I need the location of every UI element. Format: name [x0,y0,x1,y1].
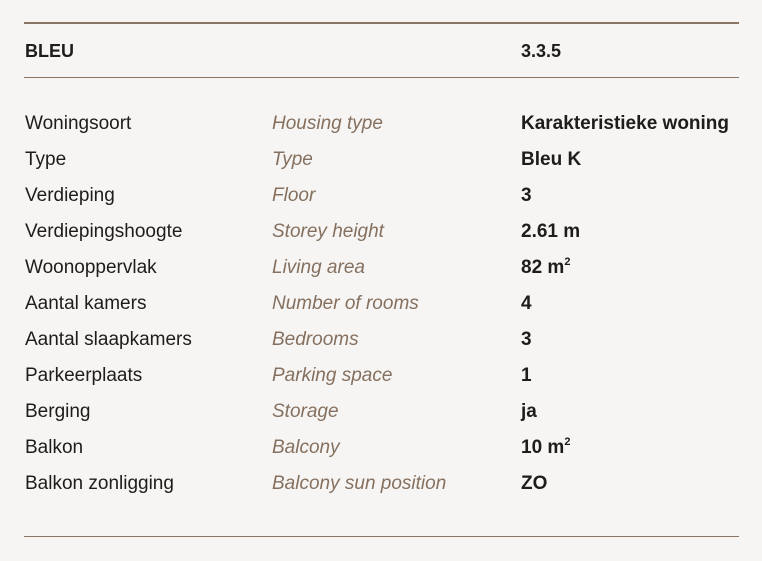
bottom-divider [24,536,739,537]
spec-value: 3 [521,329,532,350]
spec-value-number: 82 m [521,257,565,278]
specifications-table [24,112,739,508]
spec-label-english: Parking space [272,365,393,386]
spec-row-storey-height [24,220,739,256]
spec-row-balcony [24,436,739,472]
spec-row-type [24,148,739,184]
spec-label-english: Balcony sun position [272,473,447,494]
spec-label-dutch: Aantal slaapkamers [25,329,192,350]
spec-value: Karakteristieke woning [521,113,730,134]
spec-row-parking [24,364,739,400]
spec-value: ZO [521,473,548,494]
spec-label-dutch: Type [25,149,67,170]
header-divider [24,77,739,78]
unit-superscript: 2 [564,436,571,448]
unit-name: BLEU [25,41,74,61]
spec-label-english: Number of rooms [272,293,419,314]
spec-value [521,436,570,460]
spec-row-bedrooms [24,328,739,364]
spec-label-dutch: Balkon zonligging [25,473,174,494]
spec-label-english: Bedrooms [272,329,359,350]
spec-label-english: Storage [272,401,339,422]
spec-row-balcony-sun [24,472,739,508]
spec-label-english: Living area [272,257,365,278]
spec-row-floor [24,184,739,220]
spec-value: 2.61 m [521,221,581,242]
spec-value: 1 [521,365,532,386]
spec-label-dutch: Verdiepingshoogte [25,221,183,242]
spec-row-housing-type [24,112,739,148]
spec-label-dutch: Aantal kamers [25,293,147,314]
spec-label-english: Housing type [272,113,383,134]
spec-value: 4 [521,293,532,314]
spec-label-english: Floor [272,185,316,206]
spec-label-dutch: Verdieping [25,185,115,206]
spec-label-dutch: Parkeerplaats [25,365,143,386]
spec-label-english: Balcony [272,437,340,458]
spec-label-dutch: Berging [25,401,91,422]
unit-header [24,41,739,65]
spec-label-english: Type [272,149,313,170]
spec-value [521,256,570,280]
spec-value: 3 [521,185,532,206]
spec-label-dutch: Woonoppervlak [25,257,157,278]
top-divider [24,22,739,24]
spec-row-rooms [24,292,739,328]
spec-value: ja [521,401,537,422]
spec-row-storage [24,400,739,436]
spec-label-dutch: Balkon [25,437,84,458]
unit-superscript: 2 [564,256,571,268]
unit-code: 3.3.5 [521,41,562,61]
spec-row-living-area [24,256,739,292]
spec-value: Bleu K [521,149,582,170]
spec-value-number: 10 m [521,437,565,458]
spec-label-dutch: Woningsoort [25,113,132,134]
spec-label-english: Storey height [272,221,384,242]
